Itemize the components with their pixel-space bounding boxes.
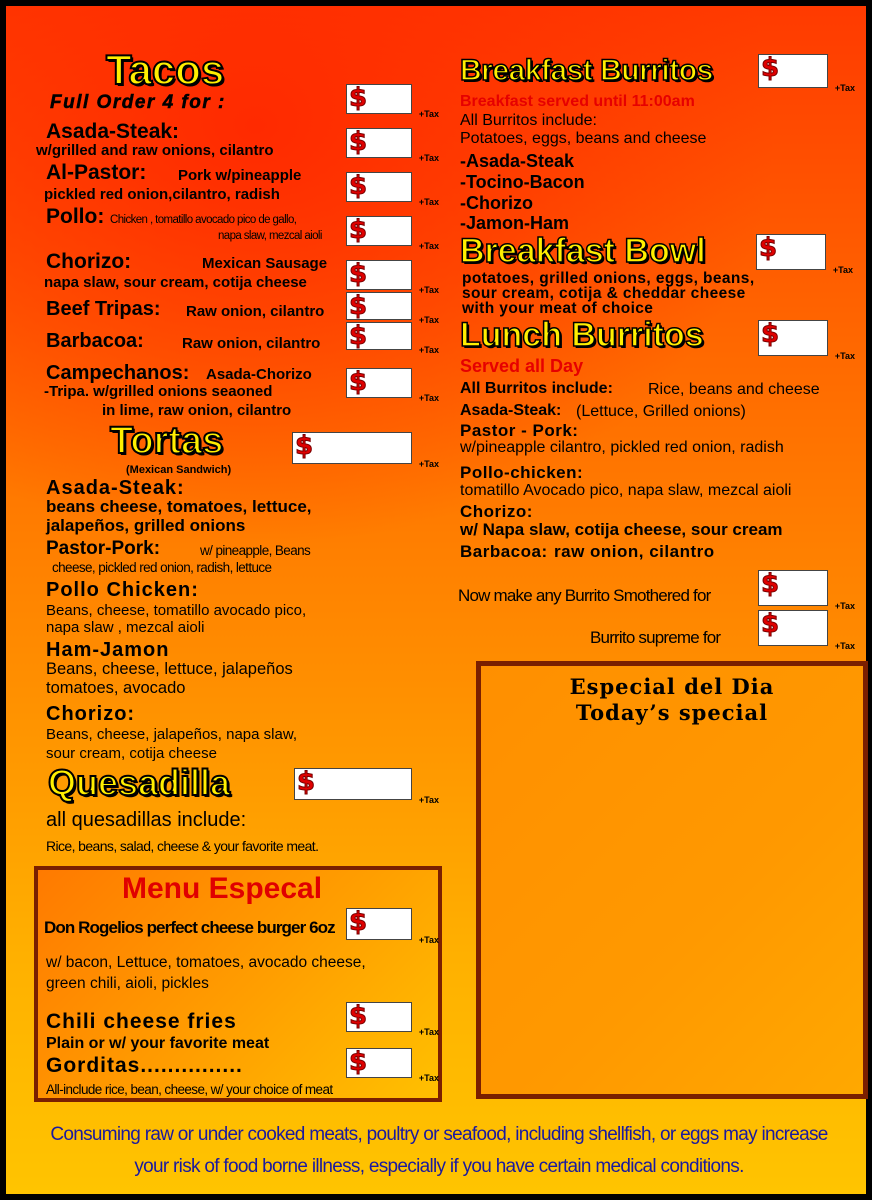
tax-label: +Tax xyxy=(418,795,439,805)
lunch-chorizo-name: Chorizo: xyxy=(460,502,533,521)
dollar-icon: $ xyxy=(349,259,368,289)
breakfast-burritos-title: Breakfast Burritos xyxy=(460,54,713,87)
tax-label: +Tax xyxy=(834,351,855,361)
breakfast-item-bacon: -Tocino-Bacon xyxy=(460,172,585,192)
taco-campechanos-desc: -Tripa. w/grilled onions seaoned xyxy=(44,383,273,400)
breakfast-served: Breakfast served until 11:00am xyxy=(460,93,695,110)
tacos-title: Tacos xyxy=(106,46,225,93)
tortas-subtitle: (Mexican Sandwich) xyxy=(126,464,232,476)
taco-chorizo-inline: Mexican Sausage xyxy=(202,255,328,272)
tax-label: +Tax xyxy=(418,153,439,163)
lunch-include: Rice, beans and cheese xyxy=(648,381,820,398)
price-lunch-burritos[interactable] xyxy=(758,319,855,361)
tacos-full-order: Full Order 4 for : xyxy=(50,92,226,113)
price-taco-asada[interactable] xyxy=(346,127,439,163)
taco-pastor-inline: Pork w/pineapple xyxy=(178,167,302,184)
torta-chorizo-desc2: sour cream, cotija cheese xyxy=(46,745,217,762)
torta-asada-name: Asada-Steak: xyxy=(46,477,185,499)
dollar-icon: $ xyxy=(349,1001,368,1031)
torta-ham-desc2: tomatoes, avocado xyxy=(46,679,186,697)
lunch-pastor-desc: w/pineapple cilantro, pickled red onion, radish xyxy=(460,439,784,456)
tax-label: +Tax xyxy=(418,1073,439,1083)
tax-label: +Tax xyxy=(418,197,439,207)
especal-gorditas: Gorditas............... xyxy=(46,1054,243,1077)
price-taco-pastor[interactable] xyxy=(346,171,439,207)
taco-campechanos-desc2: in lime, raw onion, cilantro xyxy=(102,402,292,419)
tax-label: +Tax xyxy=(418,315,439,325)
especal-burger-desc2: green chili, aioli, pickles xyxy=(46,975,209,992)
price-breakfast-burritos[interactable] xyxy=(758,53,855,93)
lunch-include-label: All Burritos include: xyxy=(460,380,613,397)
quesadilla-line1: all quesadillas include: xyxy=(46,809,247,831)
taco-campechanos-name: Campechanos: xyxy=(46,362,190,384)
taco-tripas-inline: Raw onion, cilantro xyxy=(186,303,325,320)
taco-tripas-name: Beef Tripas: xyxy=(46,298,161,320)
tax-label: +Tax xyxy=(418,241,439,251)
taco-pollo-name: Pollo: xyxy=(46,205,105,228)
lunch-smothered: Now make any Burrito Smothered for xyxy=(458,586,711,605)
lunch-pollo-desc: tomatillo Avocado pico, napa slaw, mezcal aioli xyxy=(460,482,792,499)
breakfast-item-asada: -Asada-Steak xyxy=(460,151,575,171)
breakfast-bowl-desc2: sour cream, cotija & cheddar cheese xyxy=(462,285,746,302)
breakfast-bowl-desc3: with your meat of choice xyxy=(462,300,654,317)
disclaimer-line1: Consuming raw or under cooked meats, poultry or seafood, including shellfish, or eggs may increase xyxy=(50,1124,828,1145)
lunch-supreme: Burrito supreme for xyxy=(590,628,721,647)
special-line1: Especial del Dia xyxy=(569,674,775,699)
taco-asada-desc: w/grilled and raw onions, cilantro xyxy=(36,142,274,159)
dollar-icon: $ xyxy=(761,319,780,349)
dollar-icon: $ xyxy=(349,171,368,201)
tax-label: +Tax xyxy=(834,83,855,93)
tax-label: +Tax xyxy=(418,393,439,403)
disclaimer-line2: your risk of food borne illness, especially if you have certain medical conditions. xyxy=(134,1156,744,1177)
price-supreme[interactable] xyxy=(758,609,855,651)
price-taco-barbacoa[interactable] xyxy=(346,321,439,355)
taco-chorizo-desc: napa slaw, sour cream, cotija cheese xyxy=(44,274,307,291)
tax-label: +Tax xyxy=(834,641,855,651)
price-taco-campechanos[interactable] xyxy=(346,367,439,403)
torta-pastor-desc: cheese, pickled red onion, radish, lettuce xyxy=(52,560,272,575)
price-taco-tripas[interactable] xyxy=(346,291,439,325)
especal-burger-desc: w/ bacon, Lettuce, tomatoes, avocado cheese, xyxy=(46,954,366,971)
tax-label: +Tax xyxy=(418,459,439,469)
lunch-barbacoa-inline: raw onion, cilantro xyxy=(554,542,715,561)
tax-label: +Tax xyxy=(418,109,439,119)
taco-pastor-desc: pickled red onion,cilantro, radish xyxy=(44,186,280,203)
price-gorditas[interactable] xyxy=(346,1047,439,1083)
taco-asada-name: Asada-Steak: xyxy=(46,120,180,143)
dollar-icon: $ xyxy=(349,291,368,321)
torta-pollo-desc: Beans, cheese, tomatillo avocado pico, xyxy=(46,602,307,619)
torta-pastor-inline: w/ pineapple, Beans xyxy=(200,543,311,558)
torta-pastor-name: Pastor-Pork: xyxy=(46,538,161,559)
price-taco-pollo[interactable] xyxy=(346,215,439,251)
tax-label: +Tax xyxy=(418,285,439,295)
taco-pollo-inline: Chicken , tomatillo avocado pico de gallo, xyxy=(110,214,297,226)
lunch-asada-name: Asada-Steak: xyxy=(460,402,562,419)
torta-pollo-desc2: napa slaw , mezcal aioli xyxy=(46,619,205,636)
lunch-asada-inline: (Lettuce, Grilled onions) xyxy=(576,403,746,420)
breakfast-bowl-title: Breakfast Bowl xyxy=(460,232,706,270)
price-smothered[interactable] xyxy=(758,569,855,611)
price-quesadilla[interactable] xyxy=(294,767,439,805)
taco-chorizo-name: Chorizo: xyxy=(46,250,132,273)
price-tortas[interactable] xyxy=(292,431,439,469)
tortas-title: Tortas xyxy=(110,420,224,462)
tax-label: +Tax xyxy=(834,601,855,611)
special-of-day-box xyxy=(476,661,868,1099)
dollar-icon: $ xyxy=(349,83,368,113)
breakfast-bowl-desc: potatoes, grilled onions, eggs, beans, xyxy=(462,270,755,287)
dollar-icon: $ xyxy=(297,767,316,797)
taco-barbacoa-inline: Raw onion, cilantro xyxy=(182,335,321,352)
breakfast-item-ham: -Jamon-Ham xyxy=(460,213,570,233)
dollar-icon: $ xyxy=(295,431,314,461)
dollar-icon: $ xyxy=(349,907,368,937)
torta-ham-name: Ham-Jamon xyxy=(46,639,170,661)
especal-fries-desc: Plain or w/ your favorite meat xyxy=(46,1035,270,1052)
dollar-icon: $ xyxy=(761,53,780,83)
torta-asada-desc2: jalapeños, grilled onions xyxy=(46,516,246,535)
dollar-icon: $ xyxy=(761,609,780,639)
lunch-chorizo-desc: w/ Napa slaw, cotija cheese, sour cream xyxy=(460,520,783,539)
dollar-icon: $ xyxy=(349,321,368,351)
tax-label: +Tax xyxy=(418,345,439,355)
price-burger[interactable] xyxy=(346,907,439,945)
taco-campechanos-inline: Asada-Chorizo xyxy=(206,366,312,383)
taco-barbacoa-name: Barbacoa: xyxy=(46,330,144,352)
dollar-icon: $ xyxy=(349,215,368,245)
special-line2: Today’s special xyxy=(575,700,769,725)
taco-pollo-desc: napa slaw, mezcal aioli xyxy=(218,230,322,242)
tax-label: +Tax xyxy=(418,935,439,945)
dollar-icon: $ xyxy=(761,569,780,599)
dollar-icon: $ xyxy=(349,127,368,157)
lunch-pastor-name: Pastor - Pork: xyxy=(460,421,579,440)
taco-pastor-name: Al-Pastor: xyxy=(46,161,147,184)
quesadilla-line2: Rice, beans, salad, cheese & your favorite meat. xyxy=(46,838,319,854)
torta-chorizo-name: Chorizo: xyxy=(46,703,136,725)
torta-chorizo-desc: Beans, cheese, jalapeños, napa slaw, xyxy=(46,726,298,743)
tax-label: +Tax xyxy=(418,1027,439,1037)
especal-gorditas-desc: All-include rice, bean, cheese, w/ your choice of meat xyxy=(46,1082,333,1097)
price-fries[interactable] xyxy=(346,1001,439,1037)
dollar-icon: $ xyxy=(759,233,778,263)
breakfast-include: Potatoes, eggs, beans and cheese xyxy=(460,130,707,147)
torta-asada-desc: beans cheese, tomatoes, lettuce, xyxy=(46,497,312,516)
especal-title: Menu Especal xyxy=(122,872,323,905)
price-tacos-full[interactable] xyxy=(346,83,439,119)
lunch-barbacoa-name: Barbacoa: xyxy=(460,542,548,561)
torta-pollo-name: Pollo Chicken: xyxy=(46,579,199,601)
price-taco-chorizo[interactable] xyxy=(346,259,439,295)
torta-ham-desc: Beans, cheese, lettuce, jalapeños xyxy=(46,660,293,678)
lunch-pollo-name: Pollo-chicken: xyxy=(460,463,584,482)
tax-label: +Tax xyxy=(832,265,853,275)
breakfast-include-label: All Burritos include: xyxy=(460,112,597,129)
price-breakfast-bowl[interactable] xyxy=(756,233,853,275)
lunch-burritos-title: Lunch Burritos xyxy=(460,316,704,354)
especal-burger: Don Rogelios perfect cheese burger 6oz xyxy=(44,918,335,937)
quesadilla-title: Quesadilla xyxy=(48,762,231,803)
breakfast-item-chorizo: -Chorizo xyxy=(460,193,533,213)
dollar-icon: $ xyxy=(349,367,368,397)
lunch-served: Served all Day xyxy=(460,356,584,376)
dollar-icon: $ xyxy=(349,1047,368,1077)
especal-fries: Chili cheese fries xyxy=(46,1010,237,1033)
